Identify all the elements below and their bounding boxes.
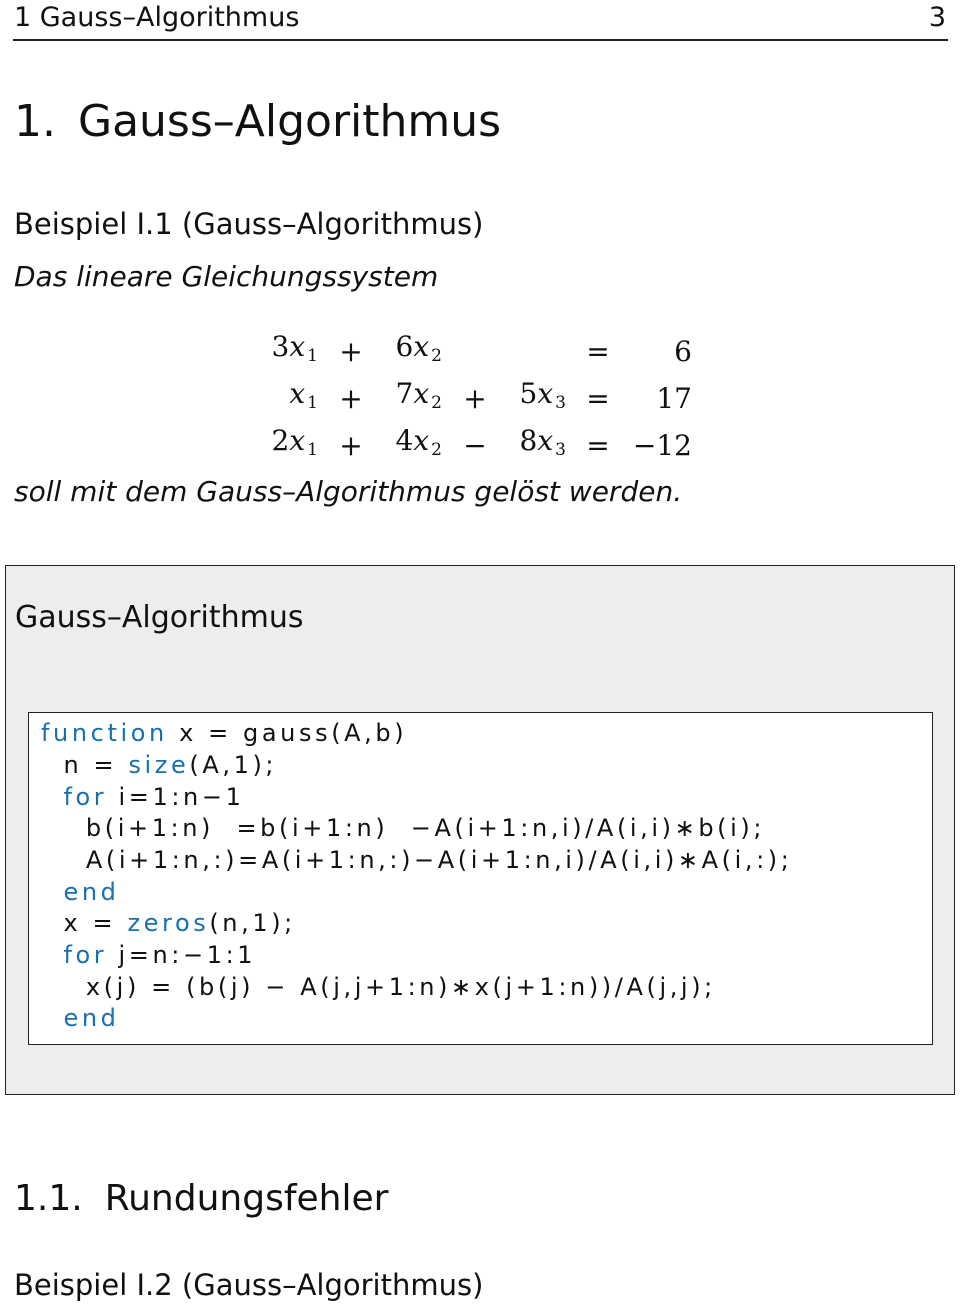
subsection-heading (14, 1178, 388, 1219)
example-title: Beispiel I.2 (Gauss–Algorithmus) (14, 1268, 484, 1302)
code-line: A(i+1:n,:)=A(i+1:n,:)−A(i+1:n,i)/A(i,i)∗A(i,:); (41, 846, 793, 874)
code-line: n = size(A,1); (41, 751, 278, 779)
subsection-title: Rundungsfehler (104, 1178, 389, 1219)
code-listing (28, 712, 933, 1045)
code-line: b(i+1:n) =b(i+1:n) −A(i+1:n,i)/A(i,i)∗b(i); (41, 814, 766, 842)
code-line: function x = gauss(A,b) (41, 719, 408, 747)
equation-row: x $_1$ + 7x $_2$ + 5x $_3$ = 17 (289, 377, 692, 415)
running-header-title: 1 Gauss–Algorithmus (14, 2, 300, 33)
equation-row: 3x $_1$ + 6x $_2$ = 6 (271, 330, 692, 368)
header-rule (13, 39, 948, 41)
equation-row: 2x $_1$ + 4x $_2$ − 8x $_3$ = −12 (271, 424, 692, 462)
page-number: 3 (928, 2, 946, 33)
section-heading (14, 96, 501, 147)
example-outro-text: soll mit dem Gauss–Algorithmus gelöst werden. (14, 475, 683, 508)
code-line: for i=1:n−1 (63, 783, 245, 811)
algorithm-title: Gauss–Algorithmus (15, 600, 304, 635)
code-line: x(j) = (b(j) − A(j,j+1:n)∗x(j+1:n))/A(j,j); (41, 973, 716, 1001)
section-title: Gauss–Algorithmus (77, 96, 502, 147)
subsection-number: 1.1. (14, 1178, 83, 1219)
code-line: for j=n:−1:1 (63, 941, 257, 969)
example-intro-text: Das lineare Gleichungssystem (14, 260, 439, 293)
code-line: end (63, 878, 120, 906)
algorithm-box (5, 565, 955, 1095)
example-title: Beispiel I.1 (Gauss–Algorithmus) (14, 207, 484, 241)
code-line: end (63, 1004, 120, 1032)
section-number: 1. (14, 96, 56, 147)
equation-system (262, 328, 692, 469)
code-line: x = zeros(n,1); (41, 909, 296, 937)
